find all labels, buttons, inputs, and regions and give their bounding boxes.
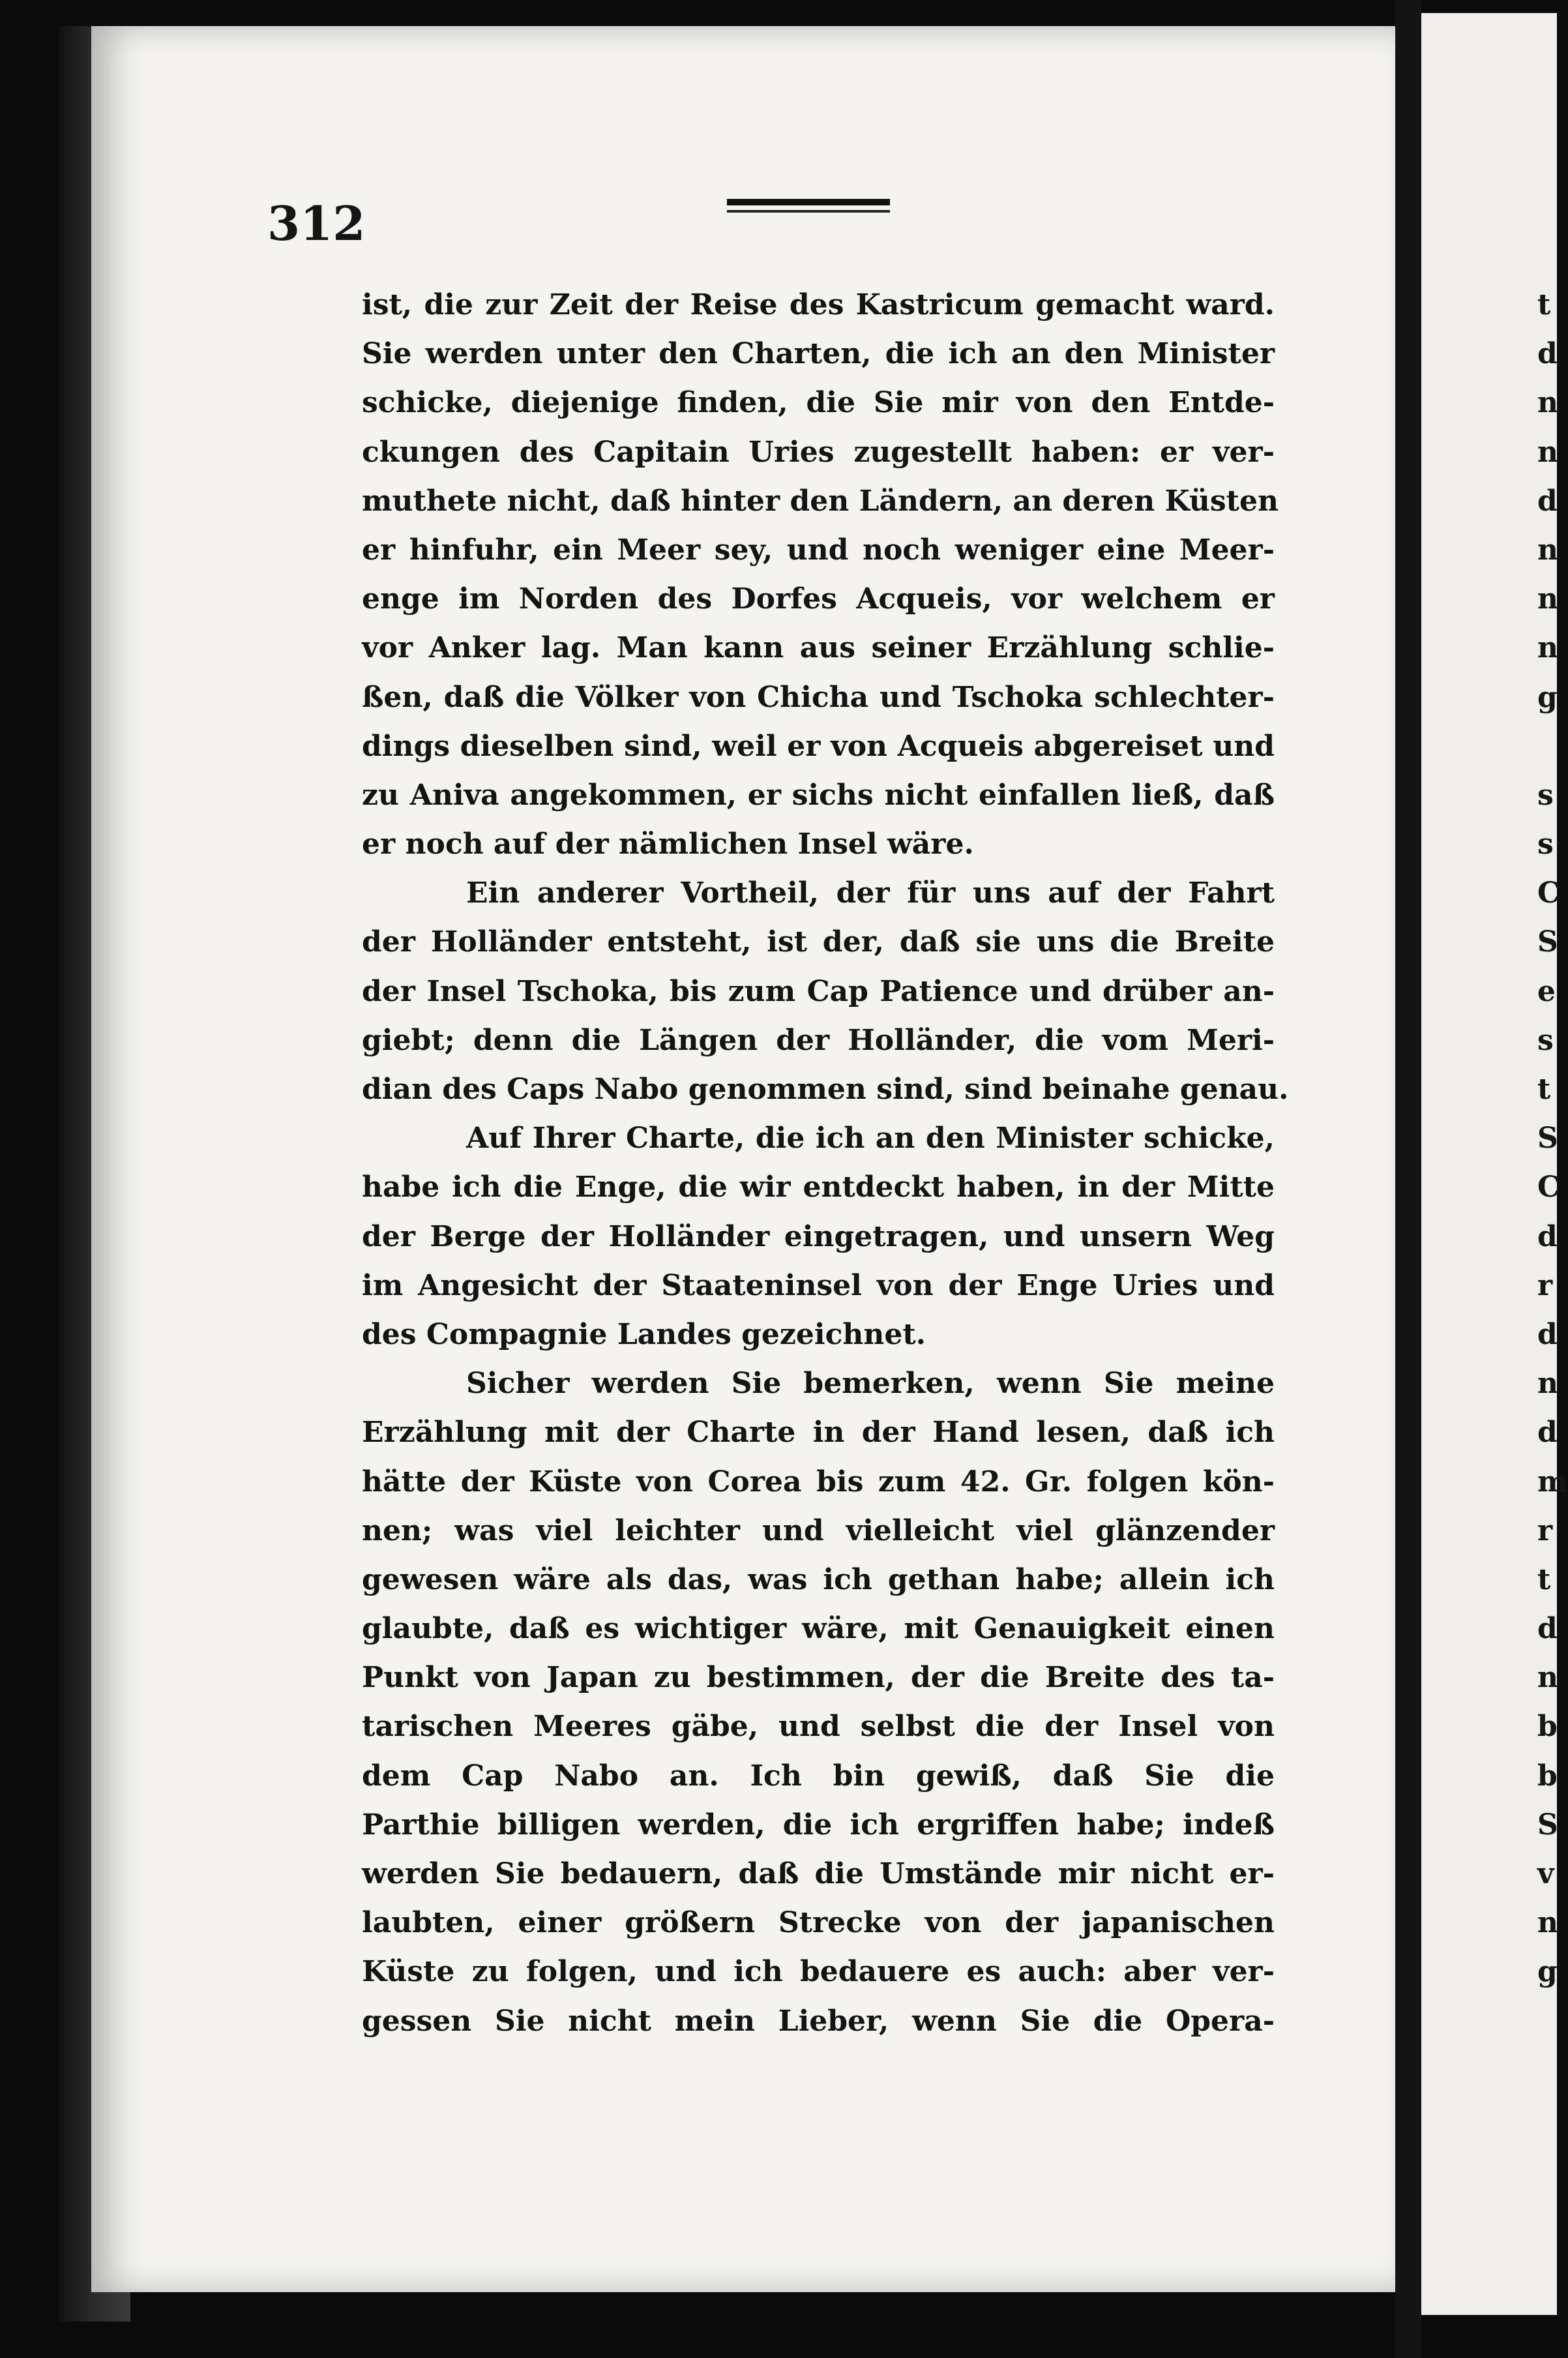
text-line: hätte der Küste von Corea bis zum 42. Gr. folgen kön-: [362, 1465, 1275, 1499]
text-line: werden Sie bedauern, daß die Umstände mir nicht er-: [362, 1857, 1275, 1890]
facing-page-fragment: n: [1537, 631, 1558, 665]
text-line: im Angesicht der Staateninsel von der Enge Uries und: [362, 1268, 1275, 1302]
facing-page-fragment: n: [1537, 386, 1558, 420]
facing-page-fragment: t: [1537, 1073, 1551, 1106]
text-line: Auf Ihrer Charte, die ich an den Minister schicke,: [466, 1122, 1275, 1156]
facing-page-fragment: [1537, 1997, 1563, 2046]
facing-page-fragment: s: [1537, 828, 1554, 861]
text-line: Ein anderer Vortheil, der für uns auf der Fahrt: [466, 876, 1275, 910]
text-line: zu Aniva angekommen, er sichs nicht einfallen ließ, daß: [362, 778, 1275, 812]
facing-page-fragment: S: [1537, 925, 1558, 959]
text-line: schicke, diejenige finden, die Sie mir von den Entde-: [362, 386, 1275, 420]
text-line: er noch auf der nämlichen Insel wäre.: [362, 828, 974, 861]
facing-page-fragment: C: [1537, 1171, 1561, 1204]
facing-page-fragment: [1537, 722, 1563, 771]
book-gutter: [1395, 0, 1421, 2358]
text-line: des Compagnie Landes gezeichnet.: [362, 1317, 926, 1351]
facing-page-fragment: n: [1537, 435, 1558, 469]
facing-page-text-fragments: [1537, 280, 1568, 2046]
facing-page-fragment: t: [1537, 288, 1551, 321]
facing-page-fragment: e: [1537, 974, 1556, 1008]
text-line: habe ich die Enge, die wir entdeckt haben, in der Mitte: [362, 1171, 1275, 1204]
text-line: laubten, einer größern Strecke von der japanischen: [362, 1906, 1275, 1940]
facing-page-fragment: n: [1537, 1367, 1558, 1401]
text-line: Punkt von Japan zu bestimmen, der die Breite des ta-: [362, 1661, 1275, 1695]
facing-page-fragment: n: [1537, 582, 1558, 616]
facing-page-fragment: b: [1537, 1759, 1558, 1793]
text-line: Erzählung mit der Charte in der Hand lesen, daß ich: [362, 1416, 1275, 1450]
facing-page-fragment: C: [1537, 876, 1561, 910]
text-line: enge im Norden des Dorfes Acqueis, vor welchem er: [362, 582, 1275, 616]
text-line: gewesen wäre als das, was ich gethan habe; allein ich: [362, 1562, 1275, 1596]
text-line: nen; was viel leichter und vielleicht viel glänzender: [362, 1514, 1275, 1547]
facing-page-fragment: d: [1537, 337, 1558, 371]
facing-page-fragment: s: [1537, 1023, 1554, 1057]
text-line: gessen Sie nicht mein Lieber, wenn Sie die Opera-: [362, 2004, 1275, 2038]
text-line: ßen, daß die Völker von Chicha und Tschoka schlechter-: [362, 680, 1275, 714]
facing-page-fragment: g: [1537, 1955, 1558, 1989]
facing-page-fragment: v: [1537, 1857, 1554, 1890]
text-line: ist, die zur Zeit der Reise des Kastricum gemacht ward.: [362, 288, 1275, 321]
facing-page-fragment: r: [1537, 1514, 1553, 1547]
header-rule: [727, 199, 890, 213]
text-line: dings dieselben sind, weil er von Acqueis abgereiset und: [362, 729, 1275, 763]
text-line: Sie werden unter den Charten, die ich an den Minister: [362, 337, 1275, 371]
body-text: [362, 280, 1289, 2046]
text-line: der Berge der Holländer eingetragen, und unsern Weg: [362, 1219, 1275, 1253]
facing-page: [1421, 13, 1557, 2315]
facing-page-fragment: t: [1537, 1562, 1551, 1596]
facing-page-fragment: d: [1537, 1219, 1558, 1253]
text-line: Parthie billigen werden, die ich ergriffen habe; indeß: [362, 1808, 1275, 1842]
facing-page-fragment: b: [1537, 1710, 1558, 1744]
text-line: Sicher werden Sie bemerken, wenn Sie meine: [466, 1367, 1275, 1401]
text-line: muthete nicht, daß hinter den Ländern, an deren Küsten: [362, 484, 1279, 518]
text-line: giebt; denn die Längen der Holländer, die vom Meri-: [362, 1023, 1275, 1057]
text-line: ckungen des Capitain Uries zugestellt haben: er ver-: [362, 435, 1275, 469]
facing-page-fragment: n: [1537, 1661, 1558, 1695]
facing-page-fragment: n: [1537, 533, 1558, 567]
facing-page-fragment: s: [1537, 778, 1554, 812]
facing-page-fragment: m: [1537, 1465, 1568, 1499]
text-line: dem Cap Nabo an. Ich bin gewiß, daß Sie die: [362, 1759, 1275, 1793]
facing-page-fragment: n: [1537, 1906, 1558, 1940]
text-line: Küste zu folgen, und ich bedauere es auch: aber ver-: [362, 1955, 1275, 1989]
text-line: dian des Caps Nabo genommen sind, sind beinahe genau.: [362, 1073, 1289, 1106]
facing-page-fragment: r: [1537, 1268, 1553, 1302]
text-line: tarischen Meeres gäbe, und selbst die der Insel von: [362, 1710, 1275, 1744]
text-line: der Holländer entsteht, ist der, daß sie uns die Breite: [362, 925, 1275, 959]
page-number: 312: [267, 196, 366, 251]
facing-page-fragment: d: [1537, 1612, 1558, 1646]
text-line: vor Anker lag. Man kann aus seiner Erzählung schlie-: [362, 631, 1275, 665]
facing-page-fragment: S: [1537, 1808, 1558, 1842]
text-line: glaubte, daß es wichtiger wäre, mit Genauigkeit einen: [362, 1612, 1275, 1646]
facing-page-fragment: d: [1537, 1416, 1558, 1450]
facing-page-fragment: d: [1537, 484, 1558, 518]
facing-page-fragment: S: [1537, 1122, 1558, 1156]
text-line: er hinfuhr, ein Meer sey, und noch weniger eine Meer-: [362, 533, 1275, 567]
text-line: der Insel Tschoka, bis zum Cap Patience und drüber an-: [362, 974, 1275, 1008]
facing-page-fragment: g: [1537, 680, 1558, 714]
facing-page-fragment: d: [1537, 1317, 1558, 1351]
